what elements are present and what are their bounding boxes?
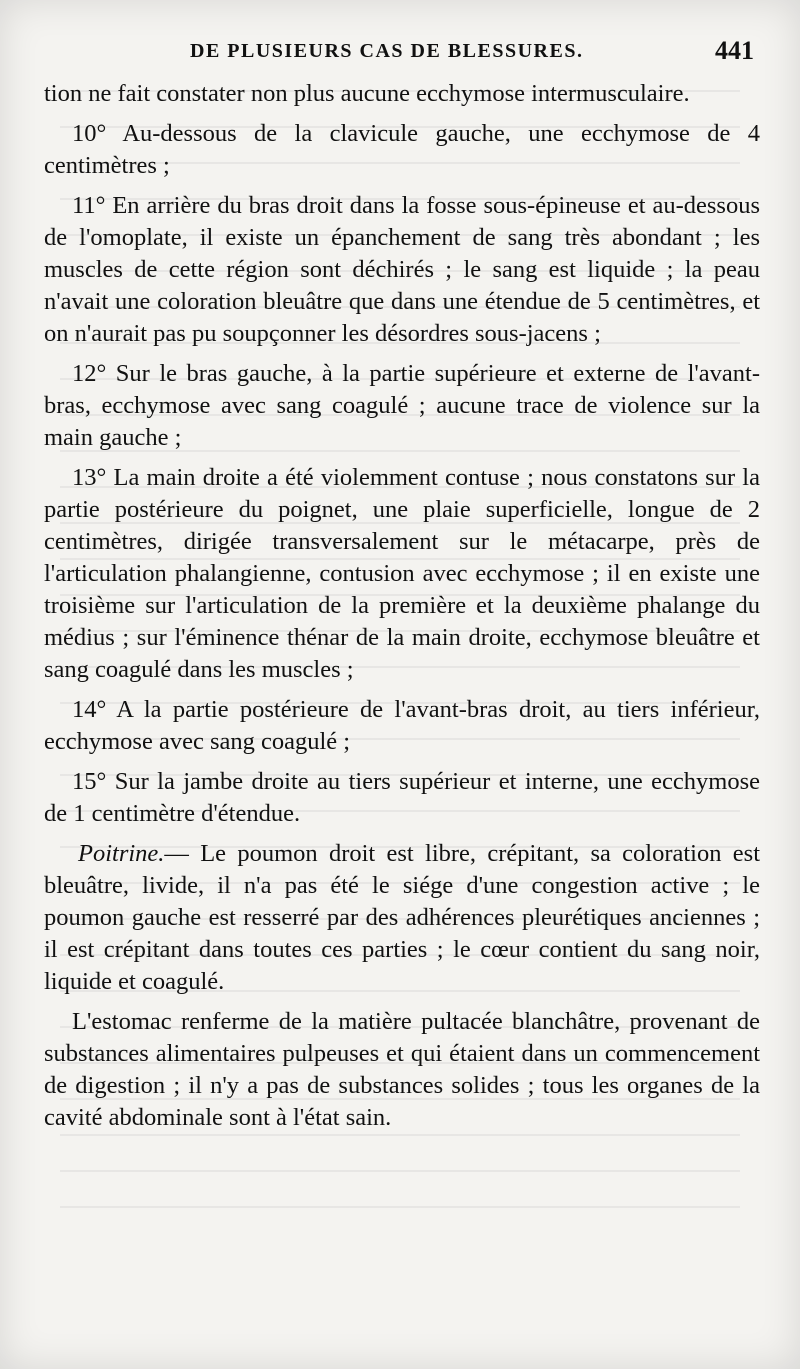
page-number: 441 — [715, 36, 754, 65]
body-text — [44, 78, 760, 1142]
paragraph-item-11: 11° En arrière du bras droit dans la fosse sous-épineuse et au-dessous de l'omoplate, il existe un épanchement de sang très abondant ; les muscles de cette région sont déchirés ; le sang est liquide ; la peau n'avait une coloration bleuâtre que dans une étendue de 5 centimètres, et on n'aurait pas pu soupçonner les désordres sous-jacens ; — [44, 192, 760, 347]
running-header — [40, 36, 760, 70]
paragraph-item-10: 10° Au-dessous de la clavicule gauche, une ecchymose de 4 centimètres ; — [44, 120, 760, 179]
paragraph-item-14: 14° A la partie postérieure de l'avant-bras droit, au tiers inférieur, ecchymose avec sang coagulé ; — [44, 696, 760, 755]
paragraph-item-15: 15° Sur la jambe droite au tiers supérieur et interne, une ecchymose de 1 centimètre d'étendue. — [44, 768, 760, 827]
paragraph-item-13: 13° La main droite a été violemment contuse ; nous constatons sur la partie postérieure du poignet, une plaie superficielle, longue de 2 centimètres, dirigée transversalement sur le métacarpe, près de l'articulation phalangienne, contusion avec ecchymose ; il en existe une troisième sur l'articulation de la première et la deuxième phalange du médius ; sur l'éminence thénar de la main droite, ecchymose bleuâtre et sang coagulé dans les muscles ; — [44, 464, 760, 683]
section-lead-poitrine: Poitrine. — [78, 840, 165, 867]
paragraph-continuation: tion ne fait constater non plus aucune ecchymose intermusculaire. — [44, 80, 690, 107]
paragraph-poitrine — [44, 838, 760, 998]
paragraph-item-12: 12° Sur le bras gauche, à la partie supérieure et externe de l'avant-bras, ecchymose avec sang coagulé ; aucune trace de violence sur la main gauche ; — [44, 360, 760, 451]
running-title: DE PLUSIEURS CAS DE BLESSURES. — [190, 40, 584, 62]
paragraph-poitrine-text: — Le poumon droit est libre, crépitant, sa coloration est bleuâtre, livide, il n'a pas été le siége d'une congestion active ; le poumon gauche est resserré par des adhérences pleurétiques anciennes ; il est crépitant dans toutes ces parties ; le cœur contient du sang noir, liquide et coagulé. — [44, 840, 760, 995]
paragraph-estomac: L'estomac renferme de la matière pultacée blanchâtre, provenant de substances alimentaires pulpeuses et qui étaient dans un commencement de digestion ; il n'y a pas de substances solides ; tous les organes de la cavité abdominale sont à l'état sain. — [44, 1008, 760, 1131]
